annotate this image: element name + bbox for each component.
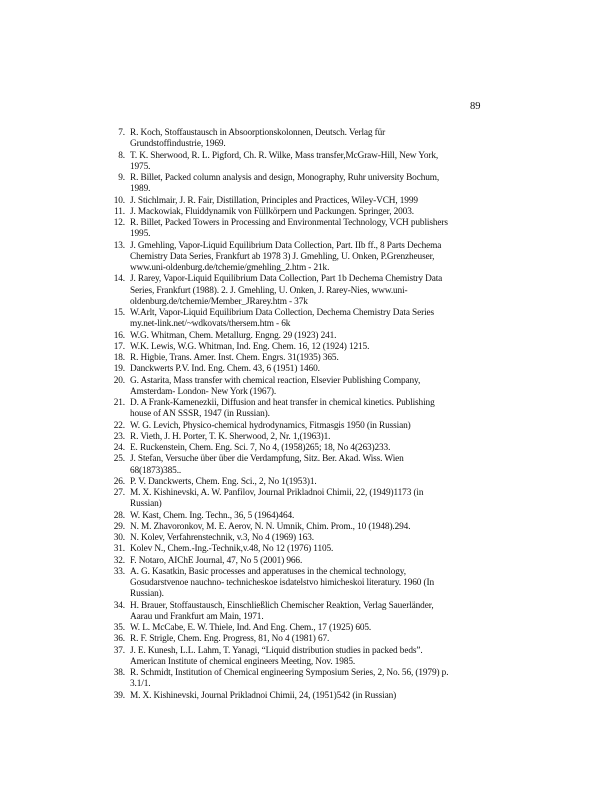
reference-item [110, 241, 455, 275]
reference-number: 38. [113, 668, 125, 678]
reference-item [110, 151, 455, 174]
reference-item [110, 668, 455, 691]
reference-text: J. Gmehling, Vapor-Liquid Equilibrium Data Collection, Part. IIb ff., 8 Parts Dechema Chemistry Data Series, Frankfurt ab 1978 3) J. Gmehling, U. Onken, P.Grenzheuser, www.uni-oldenburg.de/tchemie/gmehling_2.htm - 21k. [130, 240, 442, 273]
reference-text: R. F. Strigle, Chem. Eng. Progress, 81, No 4 (1981) 67. [130, 634, 330, 645]
reference-number: 23. [113, 431, 125, 442]
reference-item [110, 634, 455, 645]
reference-number: 19. [113, 364, 125, 375]
reference-number: 32. [113, 555, 125, 566]
reference-number: 17. [113, 341, 125, 352]
reference-number: 16. [113, 330, 125, 341]
reference-item [110, 454, 455, 477]
reference-text: H. Brauer, Stoffaustausch, Einschließlich Chemischer Reaktion, Verlag Sauerländer, Aarau und Frankfurt am Main, 1971. [130, 600, 434, 622]
reference-text: R. Koch, Stoffaustausch in Absoorptionskolonnen, Deutsch. Verlag für Grundstoffindustrie, 1969. [130, 128, 386, 150]
reference-item [110, 421, 455, 432]
reference-number: 29. [113, 521, 125, 532]
reference-text: R. Vieth, J. H. Porter, T. K. Sherwood, 2, Nr. 1,(1963)1. [130, 431, 331, 442]
reference-item [110, 544, 455, 555]
reference-number: 37. [113, 645, 125, 656]
reference-text: W. Kast, Chem. Ing. Techn., 36, 5 (1964)464. [130, 510, 295, 521]
reference-item [110, 331, 455, 342]
reference-item [110, 691, 455, 702]
reference-number: 33. [113, 566, 125, 577]
reference-number: 24. [113, 443, 125, 453]
reference-item [110, 623, 455, 634]
reference-number: 21. [113, 398, 125, 408]
reference-number: 22. [113, 420, 125, 431]
reference-item [110, 556, 455, 567]
reference-text: W.G. Whitman, Chem. Metallurg. Engng. 29 (1923) 241. [130, 330, 337, 341]
reference-number: 25. [113, 454, 125, 465]
reference-text: A. G. Kasatkin, Basic processes and apperatuses in the chemical technology, Gosudarstvenoe nauchno- technicheskoe isdatelstvo himicheskoi literatury. 1960 (In Russian). [130, 566, 435, 600]
reference-text: R. Billet, Packed column analysis and design, Monography, Ruhr university Bochum, 1989. [130, 173, 440, 195]
reference-item [110, 522, 455, 533]
reference-number: 31. [113, 544, 125, 555]
reference-item [110, 342, 455, 353]
reference-text: M. X. Kishinevski, A. W. Panfilov, Journal Prikladnoi Chimii, 22, (1949)1173 (in Russian) [130, 488, 424, 510]
reference-item [110, 173, 455, 196]
reference-text: W.K. Lewis, W.G. Whitman, Ind. Eng. Chem. 16, 12 (1924) 1215. [130, 341, 370, 352]
reference-text: J. Stefan, Versuche über über die Verdampfung, Sitz. Ber. Akad. Wiss. Wien 68(1873)385.. [130, 454, 404, 476]
reference-text: N. M. Zhavoronkov, M. E. Aerov, N. N. Umnik, Chim. Prom., 10 (1948).294. [130, 521, 411, 532]
reference-number: 30. [113, 533, 125, 543]
reference-text: N. Kolev, Verfahrenstechnik, v.3, No 4 (1969) 163. [130, 533, 314, 543]
reference-number: 18. [113, 353, 125, 363]
reference-text: F. Notaro, AIChE Journal, 47, No 5 (2001) 966. [130, 555, 303, 566]
reference-item [110, 477, 455, 488]
reference-item [110, 646, 455, 669]
reference-number: 11. [114, 206, 125, 217]
reference-item [110, 128, 455, 151]
reference-text: M. X. Kishinevski, Journal Prikladnoi Chimii, 24, (1951)542 (in Russian) [130, 690, 397, 701]
reference-number: 9. [118, 173, 125, 183]
reference-text: J. E. Kunesh, L.L. Lahm, T. Yanagi, “Liquid distribution studies in packed beds”. American Institute of chemical engineers Meeting, Nov. 1985. [130, 645, 423, 667]
reference-number: 14. [113, 274, 125, 285]
reference-number: 36. [113, 634, 125, 645]
reference-number: 12. [113, 218, 125, 228]
reference-number: 39. [113, 690, 125, 701]
reference-text: W. G. Levich, Physico-chemical hydrodynamics, Fitmasgis 1950 (in Russian) [130, 420, 411, 431]
reference-text: J. Mackowiak, Fluiddynamik von Füllkörpern und Packungen. Springer, 2003. [130, 206, 414, 217]
reference-text: E. Ruckenstein, Chem. Eng. Sci. 7, No 4, (1958)265; 18, No 4(263)233. [130, 443, 391, 453]
reference-number: 28. [113, 510, 125, 521]
reference-item [110, 308, 455, 331]
reference-item [110, 533, 455, 544]
reference-text: D. A Frank-Kamenezkii, Diffusion and heat transfer in chemical kinetics. Publishing house of AN SSSR, 1947 (in Russian). [130, 398, 435, 420]
reference-number: 35. [113, 623, 125, 633]
reference-item [110, 274, 455, 308]
reference-item [110, 601, 455, 624]
reference-number: 34. [113, 600, 125, 611]
reference-text: J. Stichlmair, J. R. Fair, Distillation, Principles and Practices, Wiley-VCH, 1999 [130, 195, 418, 206]
reference-item [110, 353, 455, 364]
reference-list [110, 128, 455, 702]
reference-item [110, 432, 455, 443]
reference-item [110, 567, 455, 601]
reference-text: R. Billet, Packed Towers in Processing and Environmental Technology, VCH publishers 1995. [130, 218, 448, 240]
reference-number: 27. [113, 488, 125, 498]
reference-number: 8. [118, 150, 125, 161]
reference-item [110, 398, 455, 421]
reference-number: 13. [113, 240, 125, 251]
reference-text: W.Arlt, Vapor-Liquid Equilibrium Data Collection, Dechema Chemistry Data Series my.net-link.net/~wdkovats/thersem.htm - 6k [130, 308, 435, 330]
reference-item [110, 196, 455, 207]
reference-item [110, 364, 455, 375]
reference-text: T. K. Sherwood, R. L. Pigford, Ch. R. Wilke, Mass transfer,McGraw-Hill, New York, 1975. [130, 150, 439, 172]
reference-text: J. Rarey, Vapor-Liquid Equilibrium Data Collection, Part 1b Dechema Chemistry Data Series, Frankfurt (1988). 2. J. Gmehling, U. Onken, J. Rarey-Nies, www.uni-oldenburg.de/tchemie/Member_JRarey.htm - 37k [130, 274, 443, 307]
reference-text: G. Astarita, Mass transfer with chemical reaction, Elsevier Publishing Company, Amsterdam- London- New York (1967). [130, 375, 421, 397]
reference-item [110, 207, 455, 218]
reference-item [110, 443, 455, 454]
reference-text: Danckwerts P.V. Ind. Eng. Chem. 43, 6 (1951) 1460. [130, 364, 320, 375]
reference-item [110, 218, 455, 241]
reference-item [110, 376, 455, 399]
reference-text: P. V. Danckwerts, Chem. Eng. Sci., 2, No 1(1953)1. [130, 476, 317, 487]
reference-item [110, 488, 455, 511]
reference-text: R. Schmidt, Institution of Chemical engineering Symposium Series, 2, No. 56, (1979) p. 3.1/1. [130, 668, 449, 690]
page-number: 89 [470, 101, 481, 112]
reference-number: 26. [113, 476, 125, 487]
reference-text: Kolev N., Chem.-Ing.-Technik,v.48, No 12 (1976) 1105. [130, 544, 334, 555]
reference-text: R. Higbie, Trans. Amer. Inst. Chem. Engrs. 31(1935) 365. [130, 353, 339, 363]
reference-text: W. L. McCabe, E. W. Thiele, Ind. And Eng. Chem., 17 (1925) 605. [130, 623, 372, 633]
reference-item [110, 511, 455, 522]
reference-number: 10. [113, 195, 125, 206]
reference-number: 7. [118, 128, 125, 138]
reference-number: 20. [113, 375, 125, 386]
reference-number: 15. [113, 308, 125, 318]
